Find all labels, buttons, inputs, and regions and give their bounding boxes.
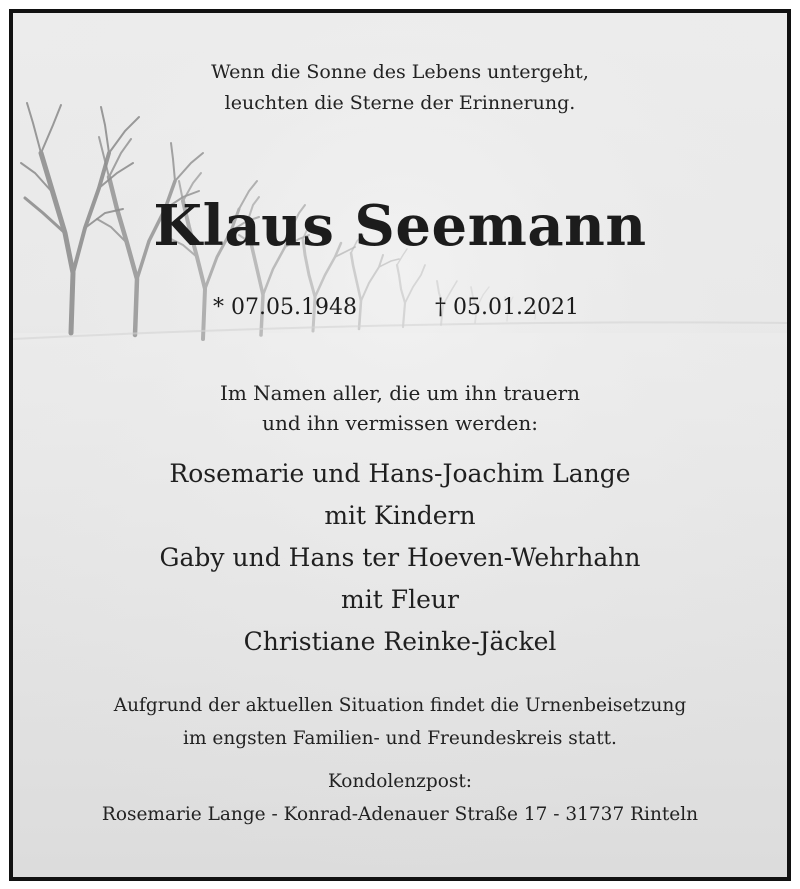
note-line-1: Aufgrund der aktuellen Situation findet die Urnenbeisetzung — [113, 695, 687, 716]
mourner-line: Gaby und Hans ter Hoeven-Wehrhahn — [159, 543, 641, 572]
burial-note — [13, 689, 787, 755]
mourner-line: Rosemarie und Hans-Joachim Lange — [169, 459, 631, 488]
motto-line-1: Wenn die Sonne des Lebens untergeht, — [211, 61, 589, 83]
intro-line-2: und ihn vermissen werden: — [262, 411, 538, 435]
obituary-notice — [9, 9, 791, 881]
condolence-label: Kondolenzpost: — [327, 771, 473, 792]
motto-line-2: leuchten die Sterne der Erinnerung. — [224, 92, 576, 114]
deceased-name: Klaus Seemann — [153, 193, 647, 259]
intro-line-1: Im Namen aller, die um ihn trauern — [219, 381, 581, 405]
mourners-list — [13, 453, 787, 663]
birth-date: * 07.05.1948 — [213, 295, 357, 320]
mourner-line: Christiane Reinke-Jäckel — [243, 627, 557, 656]
condolence-address: Rosemarie Lange - Konrad-Adenauer Straße 17 - 31737 Rinteln — [101, 804, 699, 825]
mourner-line: mit Kindern — [324, 501, 476, 530]
condolence-post — [13, 765, 787, 831]
mourners-intro — [13, 378, 787, 438]
note-line-2: im engsten Familien- und Freundeskreis statt. — [183, 728, 617, 749]
motto-verse — [13, 57, 787, 119]
mourner-line: mit Fleur — [341, 585, 459, 614]
death-date: † 05.01.2021 — [435, 295, 579, 320]
